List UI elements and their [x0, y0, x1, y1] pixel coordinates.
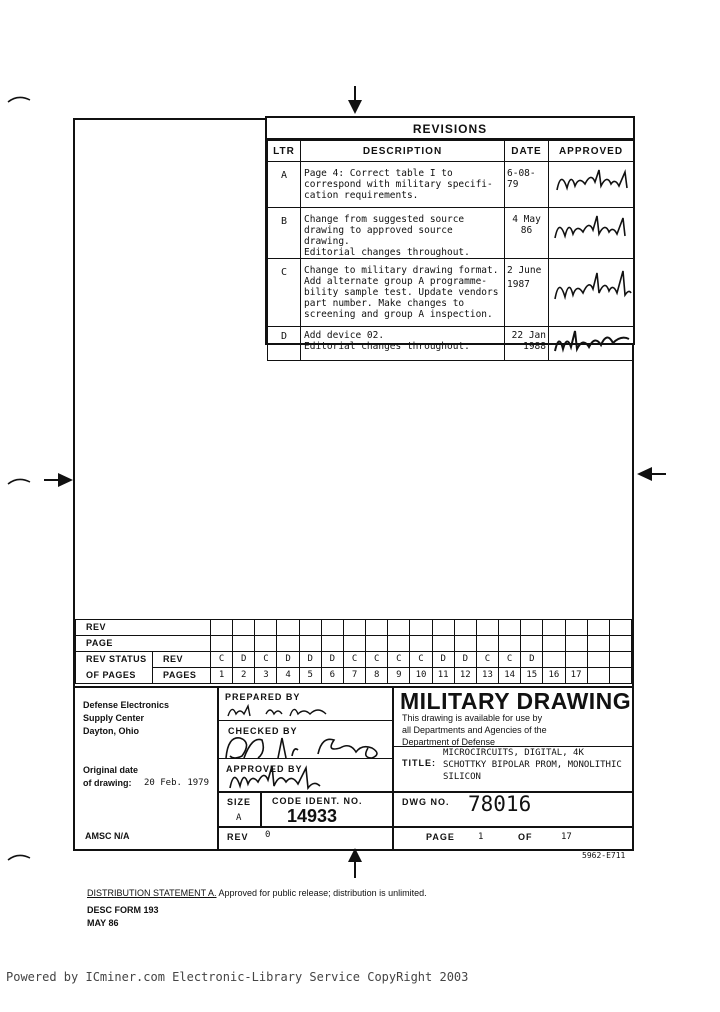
- page-number-cell: 5: [299, 668, 321, 684]
- of-pages-label: OF PAGES: [76, 668, 153, 684]
- agency-line1: Defense Electronics: [83, 700, 170, 710]
- header-description: DESCRIPTION: [301, 141, 505, 162]
- rev-sub-label: REV: [153, 652, 211, 668]
- rev-letter-cell: D: [432, 652, 454, 668]
- rev-letter-cell: C: [476, 652, 498, 668]
- agency-line3: Dayton, Ohio: [83, 726, 139, 736]
- rev-letter-cell: D: [454, 652, 476, 668]
- rev-letter-cell: C: [410, 652, 432, 668]
- block-h-rev: [217, 826, 634, 828]
- revision-row-a: [268, 162, 634, 208]
- revision-row-d: [268, 327, 634, 361]
- rev-status-row: [76, 652, 632, 668]
- pages-sub-label: PAGES: [153, 668, 211, 684]
- approved-by-signature: [226, 762, 346, 792]
- revision-row-b: [268, 208, 634, 259]
- original-date-label1: Original date: [83, 765, 139, 775]
- approval-signature: [549, 162, 634, 208]
- page-value-bottom: 1: [478, 832, 484, 842]
- rev-status-label: REV STATUS: [76, 652, 153, 668]
- title-line2: SCHOTTKY BIPOLAR PROM, MONOLITHIC: [443, 760, 622, 770]
- header-approved: APPROVED: [549, 141, 634, 162]
- desc-form: DESC FORM 193: [87, 905, 159, 915]
- code-ident-value: 14933: [287, 806, 338, 826]
- form-code: 5962-E711: [582, 851, 626, 860]
- hole-mark-middle: [6, 476, 32, 486]
- approval-signature: [549, 259, 634, 327]
- of-label-bottom: OF: [518, 832, 533, 842]
- checked-by-signature: [222, 730, 390, 762]
- page-number-cell: 16: [543, 668, 565, 684]
- center-arrow-right: [634, 466, 666, 482]
- page-number-cell: 3: [255, 668, 277, 684]
- revisions-grid: [267, 140, 634, 361]
- rev-label-bottom: REV: [227, 832, 249, 842]
- rev-label: REV: [76, 620, 211, 636]
- military-drawing-title: MILITARY DRAWING: [400, 688, 632, 714]
- revision-letter: C: [268, 259, 301, 327]
- availability-line1: This drawing is available for use by: [402, 713, 543, 723]
- dwg-no-label: DWG NO.: [402, 797, 450, 807]
- revision-date: 6-08-79: [505, 162, 549, 208]
- revisions-title: REVISIONS: [267, 118, 633, 140]
- rev-letter-cell: D: [277, 652, 299, 668]
- page-number-cell: 4: [277, 668, 299, 684]
- rev-status-grid: [75, 619, 632, 684]
- page-number-cell: 7: [343, 668, 365, 684]
- rev-letter-cell: C: [499, 652, 521, 668]
- code-ident-label: CODE IDENT. NO.: [272, 796, 363, 806]
- rev-letter-cell: [565, 652, 587, 668]
- page-number-cell: 9: [388, 668, 410, 684]
- distribution-label: DISTRIBUTION STATEMENT A.: [87, 888, 217, 898]
- page-number-cell: 2: [233, 668, 255, 684]
- rev-letter-cell: D: [233, 652, 255, 668]
- availability-line2: all Departments and Agencies of the: [402, 725, 547, 735]
- page-number-cell: 6: [321, 668, 343, 684]
- page-number-cell: 14: [499, 668, 521, 684]
- revision-description: Page 4: Correct table I to correspond with military specifi- cation requirements.: [301, 162, 505, 208]
- header-date: DATE: [505, 141, 549, 162]
- page-number-cell: 11: [432, 668, 454, 684]
- rev-letter-cell: D: [321, 652, 343, 668]
- page-row-blank: [76, 636, 632, 652]
- title-line3: SILICON: [443, 772, 481, 782]
- prepared-by-signature: [226, 702, 336, 720]
- title-line1: MICROCIRCUITS, DIGITAL, 4K: [443, 748, 584, 758]
- revision-date: 2 June 1987: [505, 259, 549, 327]
- page-number-cell: 15: [521, 668, 543, 684]
- center-arrow-top: [347, 86, 363, 116]
- revision-letter: A: [268, 162, 301, 208]
- title-label: TITLE:: [402, 758, 436, 768]
- availability-line3: Department of Defense: [402, 737, 496, 747]
- rev-row-blank: [76, 620, 632, 636]
- block-h-prepared: [217, 720, 393, 721]
- header-ltr: LTR: [268, 141, 301, 162]
- revisions-table: [265, 116, 635, 352]
- of-value-bottom: 17: [561, 832, 572, 842]
- prepared-by-label: PREPARED BY: [225, 692, 301, 702]
- powered-by-footer: Powered by ICminer.com Electronic-Library Service CopyRight 2003: [6, 970, 469, 984]
- pages-row: [76, 668, 632, 684]
- center-arrow-left: [44, 472, 74, 488]
- page-number-cell: 12: [454, 668, 476, 684]
- dwg-no-value: 78016: [468, 792, 532, 816]
- revision-description: Change to military drawing format. Add alternate group A programme- bility sample test. Update vendors part number. Make changes to screening and group A inspection.: [301, 259, 505, 327]
- approval-signature: [549, 208, 634, 259]
- page-number-cell: 10: [410, 668, 432, 684]
- original-date-label2: of drawing:: [83, 778, 132, 788]
- rev-letter-cell: C: [366, 652, 388, 668]
- revision-row-c: [268, 259, 634, 327]
- rev-letter-cell: [543, 652, 565, 668]
- revision-description: Add device 02. Editorial changes throughout.: [301, 327, 505, 361]
- distribution-text: Approved for public release; distribution is unlimited.: [218, 888, 427, 898]
- approval-signature: [549, 327, 634, 361]
- rev-letter-cell: C: [343, 652, 365, 668]
- rev-letter-cell: D: [521, 652, 543, 668]
- form-date: MAY 86: [87, 918, 119, 928]
- revision-letter: D: [268, 327, 301, 361]
- approved-by-label: APPROVED BY: [226, 764, 303, 774]
- distribution-statement: [87, 888, 427, 898]
- agency-line2: Supply Center: [83, 713, 145, 723]
- page-number-cell: 1: [211, 668, 233, 684]
- revision-letter: B: [268, 208, 301, 259]
- revision-description: Change from suggested source drawing to approved source drawing. Editorial changes throughout.: [301, 208, 505, 259]
- rev-letter-cell: D: [299, 652, 321, 668]
- original-date-value: 20 Feb. 1979: [144, 778, 210, 788]
- page-number-cell: 13: [476, 668, 498, 684]
- page-number-cell: 17: [565, 668, 587, 684]
- hole-mark-bottom: [6, 852, 32, 862]
- size-label: SIZE: [227, 797, 252, 807]
- revision-date: 4 May 86: [505, 208, 549, 259]
- revision-date: 22 Jan 1988: [505, 327, 549, 361]
- page-label: PAGE: [76, 636, 211, 652]
- rev-letter-cell: C: [255, 652, 277, 668]
- hole-mark-top: [6, 94, 32, 104]
- rev-letter-cell: C: [211, 652, 233, 668]
- block-v-size: [260, 791, 262, 828]
- rev-value-bottom: 0: [265, 830, 271, 840]
- page-label-bottom: PAGE: [426, 832, 455, 842]
- page-number-cell: 8: [366, 668, 388, 684]
- rev-letter-cell: C: [388, 652, 410, 668]
- checked-by-label: CHECKED BY: [228, 726, 298, 736]
- amsc-label: AMSC N/A: [85, 831, 130, 841]
- size-value: A: [236, 813, 242, 823]
